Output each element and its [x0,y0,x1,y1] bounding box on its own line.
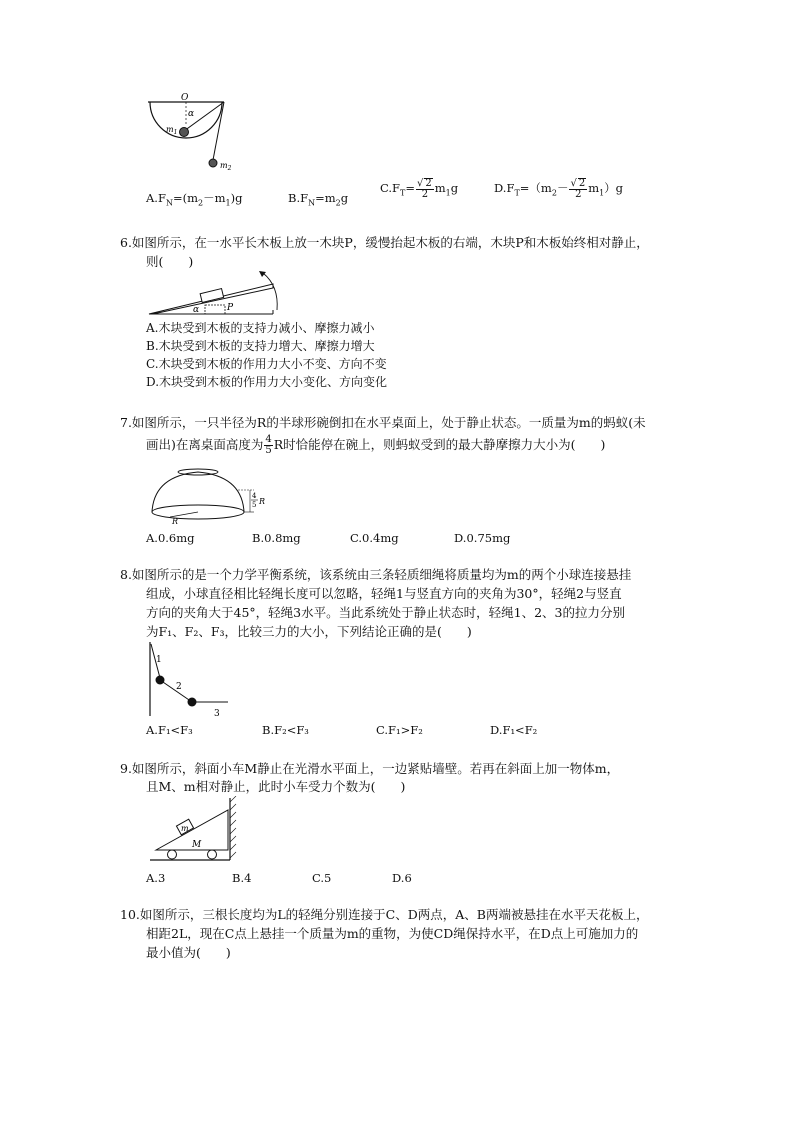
q5-option-a[interactable]: $A.F_N=(m_2-m_1)g$ [146,191,243,208]
q5d-fraction: $\frac{√ 2}{2}$ [570,178,586,200]
label-m: m [181,824,189,833]
label-rope-1: 1 [156,655,162,665]
label-rope-2: 2 [176,682,182,692]
label-frac-num: 4 [252,492,257,500]
label-M: M [192,840,202,850]
label-r2: R [259,497,266,506]
q10-stem-line2: 相距2L，现在C点上悬挂一个质量为m的重物，为使CD绳保持水平，在D点上可施加力的 [146,926,639,941]
q5-figure [140,90,250,180]
ball-upper [156,676,165,685]
q9-option-b[interactable]: B.4 [232,871,252,885]
q8-stem-line2: 组成，小球直径相比轻绳长度可以忽略，轻绳1与竖直方向的夹角为30°，轻绳2与竖直 [146,586,622,601]
q8-stem-line1: 8.如图所示的是一个力学平衡系统，该系统由三条轻质细绳将质量均为m的两个小球连接悬挂 [120,567,632,582]
q7-option-d[interactable]: D.0.75mg [454,531,511,545]
block-on-tilted [200,289,223,303]
block-p-dashed [205,305,225,314]
q6-option-b[interactable]: B.木块受到木板的支持力增大、摩擦力增大 [146,339,375,353]
q5-option-c[interactable]: $C.F_T=$ $\frac{√ 2}{2}$ $m_1g$ [380,178,459,200]
ball-m2 [209,159,217,167]
q7-option-c[interactable]: C.0.4mg [350,531,399,545]
q8-option-c[interactable]: C.F₁>F₂ [376,723,423,737]
label-alpha-6: α [193,305,200,315]
q7-stem-line1: 7.如图所示，一只半径为R的半球形碗倒扣在水平桌面上，处于静止状态。一质量为m的蚂蚁(未 [120,415,646,430]
label-r: R [172,517,179,526]
q7-option-b[interactable]: B.0.8mg [252,531,301,545]
ball-lower [188,698,197,707]
q5-option-b[interactable]: $B.F_N=m_2g$ [288,191,349,208]
label-rope-3: 3 [214,709,220,719]
q6-stem-line2: 则( ) [146,254,194,269]
label-frac-den: 5 [252,501,257,509]
q9-option-a[interactable]: A.3 [146,871,166,885]
q6-option-a[interactable]: A.木块受到木板的支持力减小、摩擦力减小 [146,321,375,335]
q8-stem-line4: 为F₁、F₂、F₃，比较三力的大小，下列结论正确的是( ) [146,624,472,639]
q7-stem-line2: 画出)在离桌面高度为 $\frac{4}{5}$ R时恰能停在碗上，则蚂蚁受到的最大静摩擦力大小为( ) [146,434,606,456]
label-p: P [227,303,234,313]
q9-figure [150,796,242,866]
q6-figure [145,270,285,320]
label-o: O [181,93,189,103]
label-m1: $m_1$ [166,125,178,136]
q5c-fraction: $\frac{√ 2}{2}$ [417,178,432,200]
q8-option-a[interactable]: A.F₁<F₃ [146,723,193,737]
q8-option-d[interactable]: D.F₁<F₂ [490,723,538,737]
q8-figure [140,640,240,720]
q5-option-d[interactable]: $D.F_T=(m_2-$ $\frac{√ 2}{2}$ $m_1)g$ [494,178,624,200]
q6-option-d[interactable]: D.木块受到木板的作用力大小变化、方向变化 [146,375,388,389]
q8-stem-line3: 方向的夹角大于45°，轻绳3水平。当此系统处于静止状态时，轻绳1、2、3的拉力分别 [146,605,625,620]
label-alpha: α [188,109,195,119]
q9-stem-line2: 且M、m相对静止，此时小车受力个数为( ) [146,779,406,794]
q8-option-b[interactable]: B.F₂<F₃ [262,723,309,737]
q6-option-c[interactable]: C.木块受到木板的作用力大小不变、方向不变 [146,357,387,371]
q7-figure [148,466,278,526]
q9-option-d[interactable]: D.6 [392,871,412,885]
q10-stem-line1: 10.如图所示，三根长度均为L的轻绳分别连接于C、D两点，A、B两端被悬挂在水平天花板上， [120,907,649,922]
ball-m1 [180,128,189,137]
q9-stem-line1: 9.如图所示，斜面小车M静止在光滑水平面上，一边紧贴墙壁。若再在斜面上加一物体m， [120,761,620,776]
q7-fraction: $\frac{4}{5}$ [265,434,272,456]
q9-option-c[interactable]: C.5 [312,871,332,885]
label-m2: $m_2$ [220,161,232,172]
q6-stem-line1: 6.如图所示，在一水平长木板上放一木块P，缓慢抬起木板的右端，木块P和木板始终相对静止， [120,235,649,250]
q7-option-a[interactable]: A.0.6mg [146,531,195,545]
q10-stem-line3: 最小值为( ) [146,945,231,960]
